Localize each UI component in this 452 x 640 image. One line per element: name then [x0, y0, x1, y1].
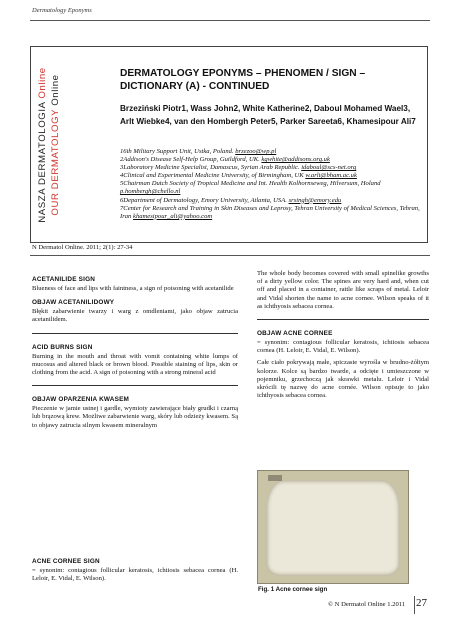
article-title: DERMATOLOGY EPONYMS – PHENOMEN / SIGN – DICTIONARY (A) - CONTINUED: [120, 68, 366, 92]
affiliation-item: 5Chairman Dutch Society of Tropical Medicine and Int. Health Kolhornseweg, Hilversum, Holand p.hombergh@chello.nl: [120, 180, 381, 196]
logo-line1-dark: NASZA DERMATOLOGIA: [37, 101, 48, 223]
page-number: 27: [416, 597, 427, 609]
section-text: = synonim: contagious follicular keratosis, ichtiosis sebacea cornea (H. Leloir, E. Vidal, E. Wilson).: [257, 339, 429, 355]
citation-divider: [30, 255, 430, 256]
logo-line2-dark: Online: [50, 74, 61, 106]
section-text: Pieczenie w jamie ustnej i gardle, wymioty zawierające biały grudki i czarną lub brązową krew. Możliwe zabarwienie warg, skóry lub odzieży kwasem. Są to objawy zatrucia silnym kwasem mineralnym: [32, 405, 238, 429]
acne-cornee-section: [32, 552, 238, 587]
logo-line1-accent: Online: [37, 67, 48, 99]
affiliation-email[interactable]: p.hombergh@chello.nl: [120, 188, 181, 196]
affiliation-email[interactable]: srsingh@emory.edu: [288, 196, 342, 204]
affiliation-email[interactable]: brzezoo@wp.pl: [235, 148, 277, 155]
section-heading: ACID BURNS SIGN: [32, 343, 93, 351]
article-authors: Brzeziński Piotr1, Wass John2, White Katherine2, Daboul Mohamed Wael3, Arlt Wiebke4, van den Hombergh Peter5, Parker Sareeta6, Khamesipour Ali7: [120, 104, 416, 126]
section-text: Burning in the mouth and throat with vomit containing white lumps of mucosus and altered black or brown blood. Possible staining of lips, skin or clothing from the acid. A sign of poisoning with a strong mineral acid: [32, 352, 238, 377]
section-divider: [32, 333, 238, 334]
section-heading: OBJAW ACETANILIDOWY: [32, 299, 115, 307]
section-divider: [257, 319, 429, 320]
journal-logo-vertical: [36, 52, 72, 238]
affiliation-item: 7Center for Research and Training in Skin Diseases and Leprosy, Tehran University of Medical Sciences, Tehran, Iran khamesipour_ali@yahoo.com: [120, 204, 420, 220]
running-head: Dermatology Eponyms: [32, 7, 92, 14]
footer-divider: [414, 596, 415, 614]
citation: N Dermatol Online. 2011; 2(1): 27-34: [32, 244, 133, 251]
left-column: [32, 270, 238, 434]
logo-line2-accent: OUR DERMATOLOGY: [50, 109, 61, 216]
section-heading: OBJAW ACNE CORNEE: [257, 330, 333, 338]
section-text: Całe ciało pokrywają małe, spiczaste wyrośla w brudno-żółtym kolorze. Kolce są bardzo twarde, a odcięte i umieszczone w pojemniku, grzechoczą jak skrawki metalu. Leloir i Vidal skrócili tę nazwę do acne cornée. Wilson opisuje to jako ichthyosis sebacea cornea.: [257, 359, 429, 400]
section-heading: ACETANILIDE SIGN: [32, 276, 96, 283]
affiliation-item: 6Department of Dermatology, Emory University, Atlanta, USA. srsingh@emory.edu: [120, 196, 342, 204]
affiliation-item: 16th Military Support Unit, Ustka, Poland. brzezoo@wp.pl: [120, 148, 277, 155]
section-heading: ACNE CORNEE SIGN: [32, 558, 100, 565]
section-text: = synonim: contagious follicular keratosis, ichtiosis sebacea cornea (H. Leloir, E. Vidal, E. Wilson).: [32, 567, 238, 583]
section-text: Blueness of face and lips with faintness, a sign of poisoning with acetanilide: [32, 285, 234, 292]
affiliation-email[interactable]: khamesipour_ali@yahoo.com: [133, 212, 213, 220]
figure-photo: [257, 470, 409, 584]
figure-caption: Fig. 1 Acne cornee sign: [258, 586, 328, 593]
section-text: The whole body becomes covered with small spinelike growths of a dirty yellow color. The spines are very hard and, when cut off and placed in a container, rattle like scraps of metal. Leloir and Vidal shorten the name to acne cornee. Wilson speaks of it as ichthyosis sebacea cornea.: [257, 270, 429, 310]
section-divider: [32, 385, 238, 386]
affiliation-item: 2Addison's Disease Self-Help Group, Guildford, UK. kgwhite@addisons.org.uk: [120, 156, 330, 164]
section-heading: OBJAW OPARZENIA KWASEM: [32, 396, 130, 404]
header-divider: [30, 20, 430, 21]
affiliation-item: 4Clinical and Experimental Medicine University, of Birmingham, UK w.arlt@bham.ac.uk: [120, 172, 357, 180]
affiliation-email[interactable]: w.arlt@bham.ac.uk: [305, 172, 357, 180]
affiliation-email[interactable]: kgwhite@addisons.org.uk: [261, 156, 330, 164]
right-column: [257, 270, 429, 404]
affiliation-email[interactable]: idaboul@scs-net.org: [301, 164, 357, 172]
affiliations: [120, 148, 425, 221]
specimen-tray-image: [266, 480, 400, 576]
specimen-label: [268, 475, 282, 481]
footer-copyright: © N Dermatol Online 1.2011: [328, 601, 406, 608]
section-text: Błękit zabarwienie twarzy i warg z omdleniami, jako objaw zatrucia acetanilidem.: [32, 308, 238, 324]
affiliation-item: 3Laboratory Medicine Specialist, Damascus, Syrian Arab Republic. idaboul@scs-net.org: [120, 164, 357, 172]
